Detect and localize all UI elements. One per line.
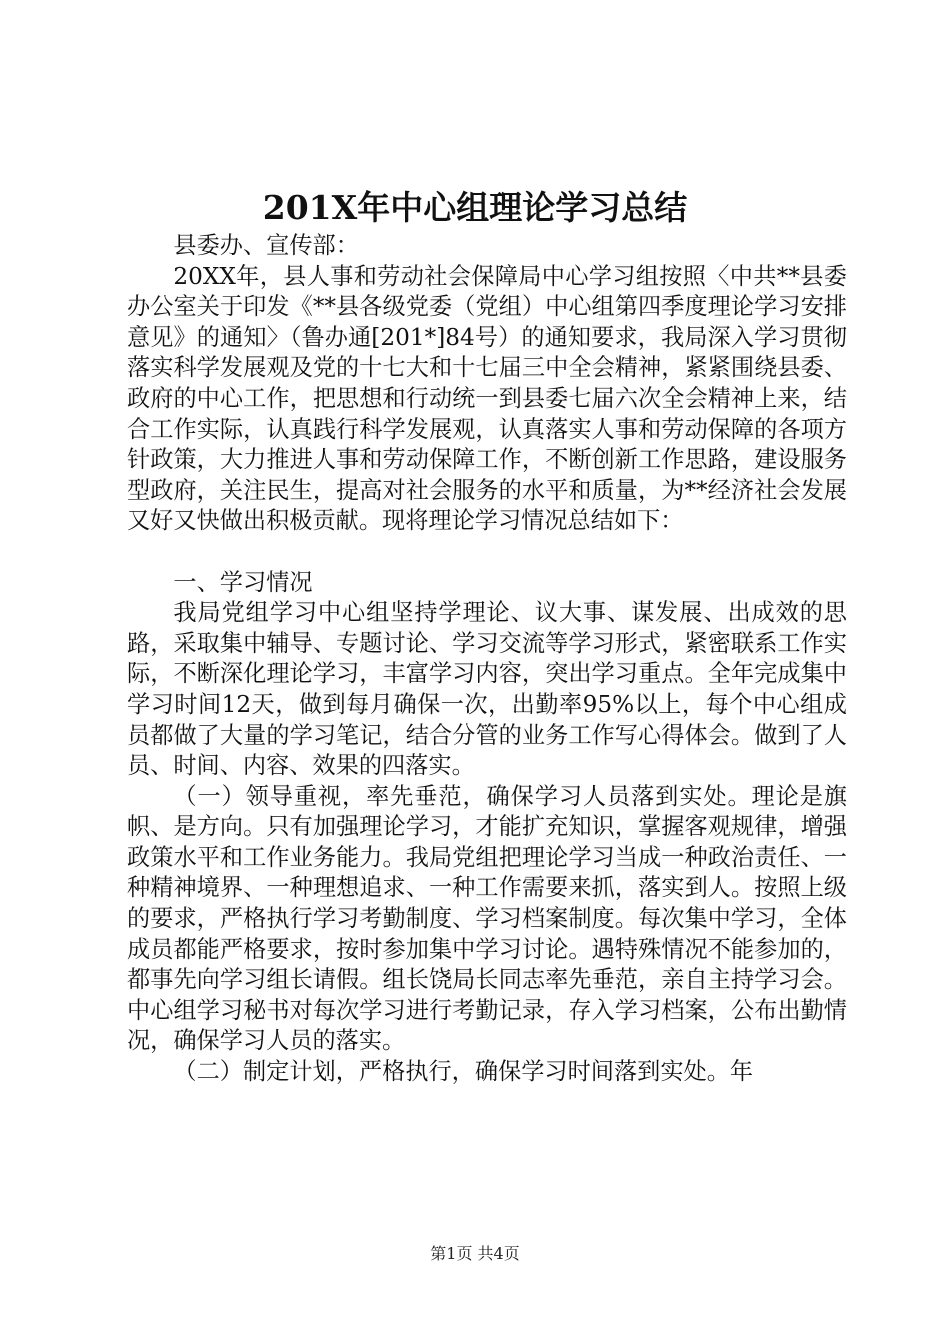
addressee-line: 县委办、宣传部： — [173, 232, 359, 259]
study-overview-paragraph: 我局党组学习中心组坚持学理论、议大事、谋发展、出成效的思路，采取集中辅导、专题讨论、学习交流等学习形式，紧密联系工作实际，不断深化理论学习，丰富学习内容，突出学习重点。全年完成集中学习时间12天，做到每月确保一次，出勤率95%以上，每个中心组成员都做了大量的学习笔记，结合分管的业务工作写心得体会。做到了人员、时间、内容、效果的四落实。 — [127, 599, 847, 780]
document-body — [127, 231, 847, 1088]
intro-paragraph: 20XX年，县人事和劳动社会保障局中心学习组按照〈中共**县委办公室关于印发《**县各级党委（党组）中心组第四季度理论学习安排意见》的通知〉（鲁办通[201*]84号）的通知要求，我局深入学习贯彻落实科学发展观及党的十七大和十七届三中全会精神，紧紧围绕县委、政府的中心工作，把思想和行动统一到县委七届六次全会精神上来，结合工作实际，认真践行科学发展观，认真落实人事和劳动保障的各项方针政策，大力推进人事和劳动保障工作，不断创新工作思路，建设服务型政府，关注民生，提高对社会服务的水平和质量，为**经济社会发展又好又快做出积极贡献。现将理论学习情况总结如下： — [127, 262, 847, 535]
document-title: 201X年中心组理论学习总结 — [262, 188, 688, 227]
section-heading-study: 一、学习情况 — [173, 568, 313, 596]
subsection-plan-paragraph: （二）制定计划，严格执行，确保学习时间落到实处。年 — [173, 1058, 754, 1086]
page-number-footer: 第1页 共4页 — [430, 1244, 520, 1263]
subsection-leadership-paragraph: （一）领导重视，率先垂范，确保学习人员落到实处。理论是旗帜、是方向。只有加强理论学习，才能扩充知识，掌握客观规律，增强政策水平和工作业务能力。我局党组把理论学习当成一种政治责任、一种精神境界、一种理想追求、一种工作需要来抓，落实到人。按照上级的要求，严格执行学习考勤制度、学习档案制度。每次集中学习，全体成员都能严格要求，按时参加集中学习讨论。遇特殊情况不能参加的，都事先向学习组长请假。组长饶局长同志率先垂范，亲自主持学习会。中心组学习秘书对每次学习进行考勤记录，存入学习档案，公布出勤情况，确保学习人员的落实。 — [127, 782, 847, 1055]
